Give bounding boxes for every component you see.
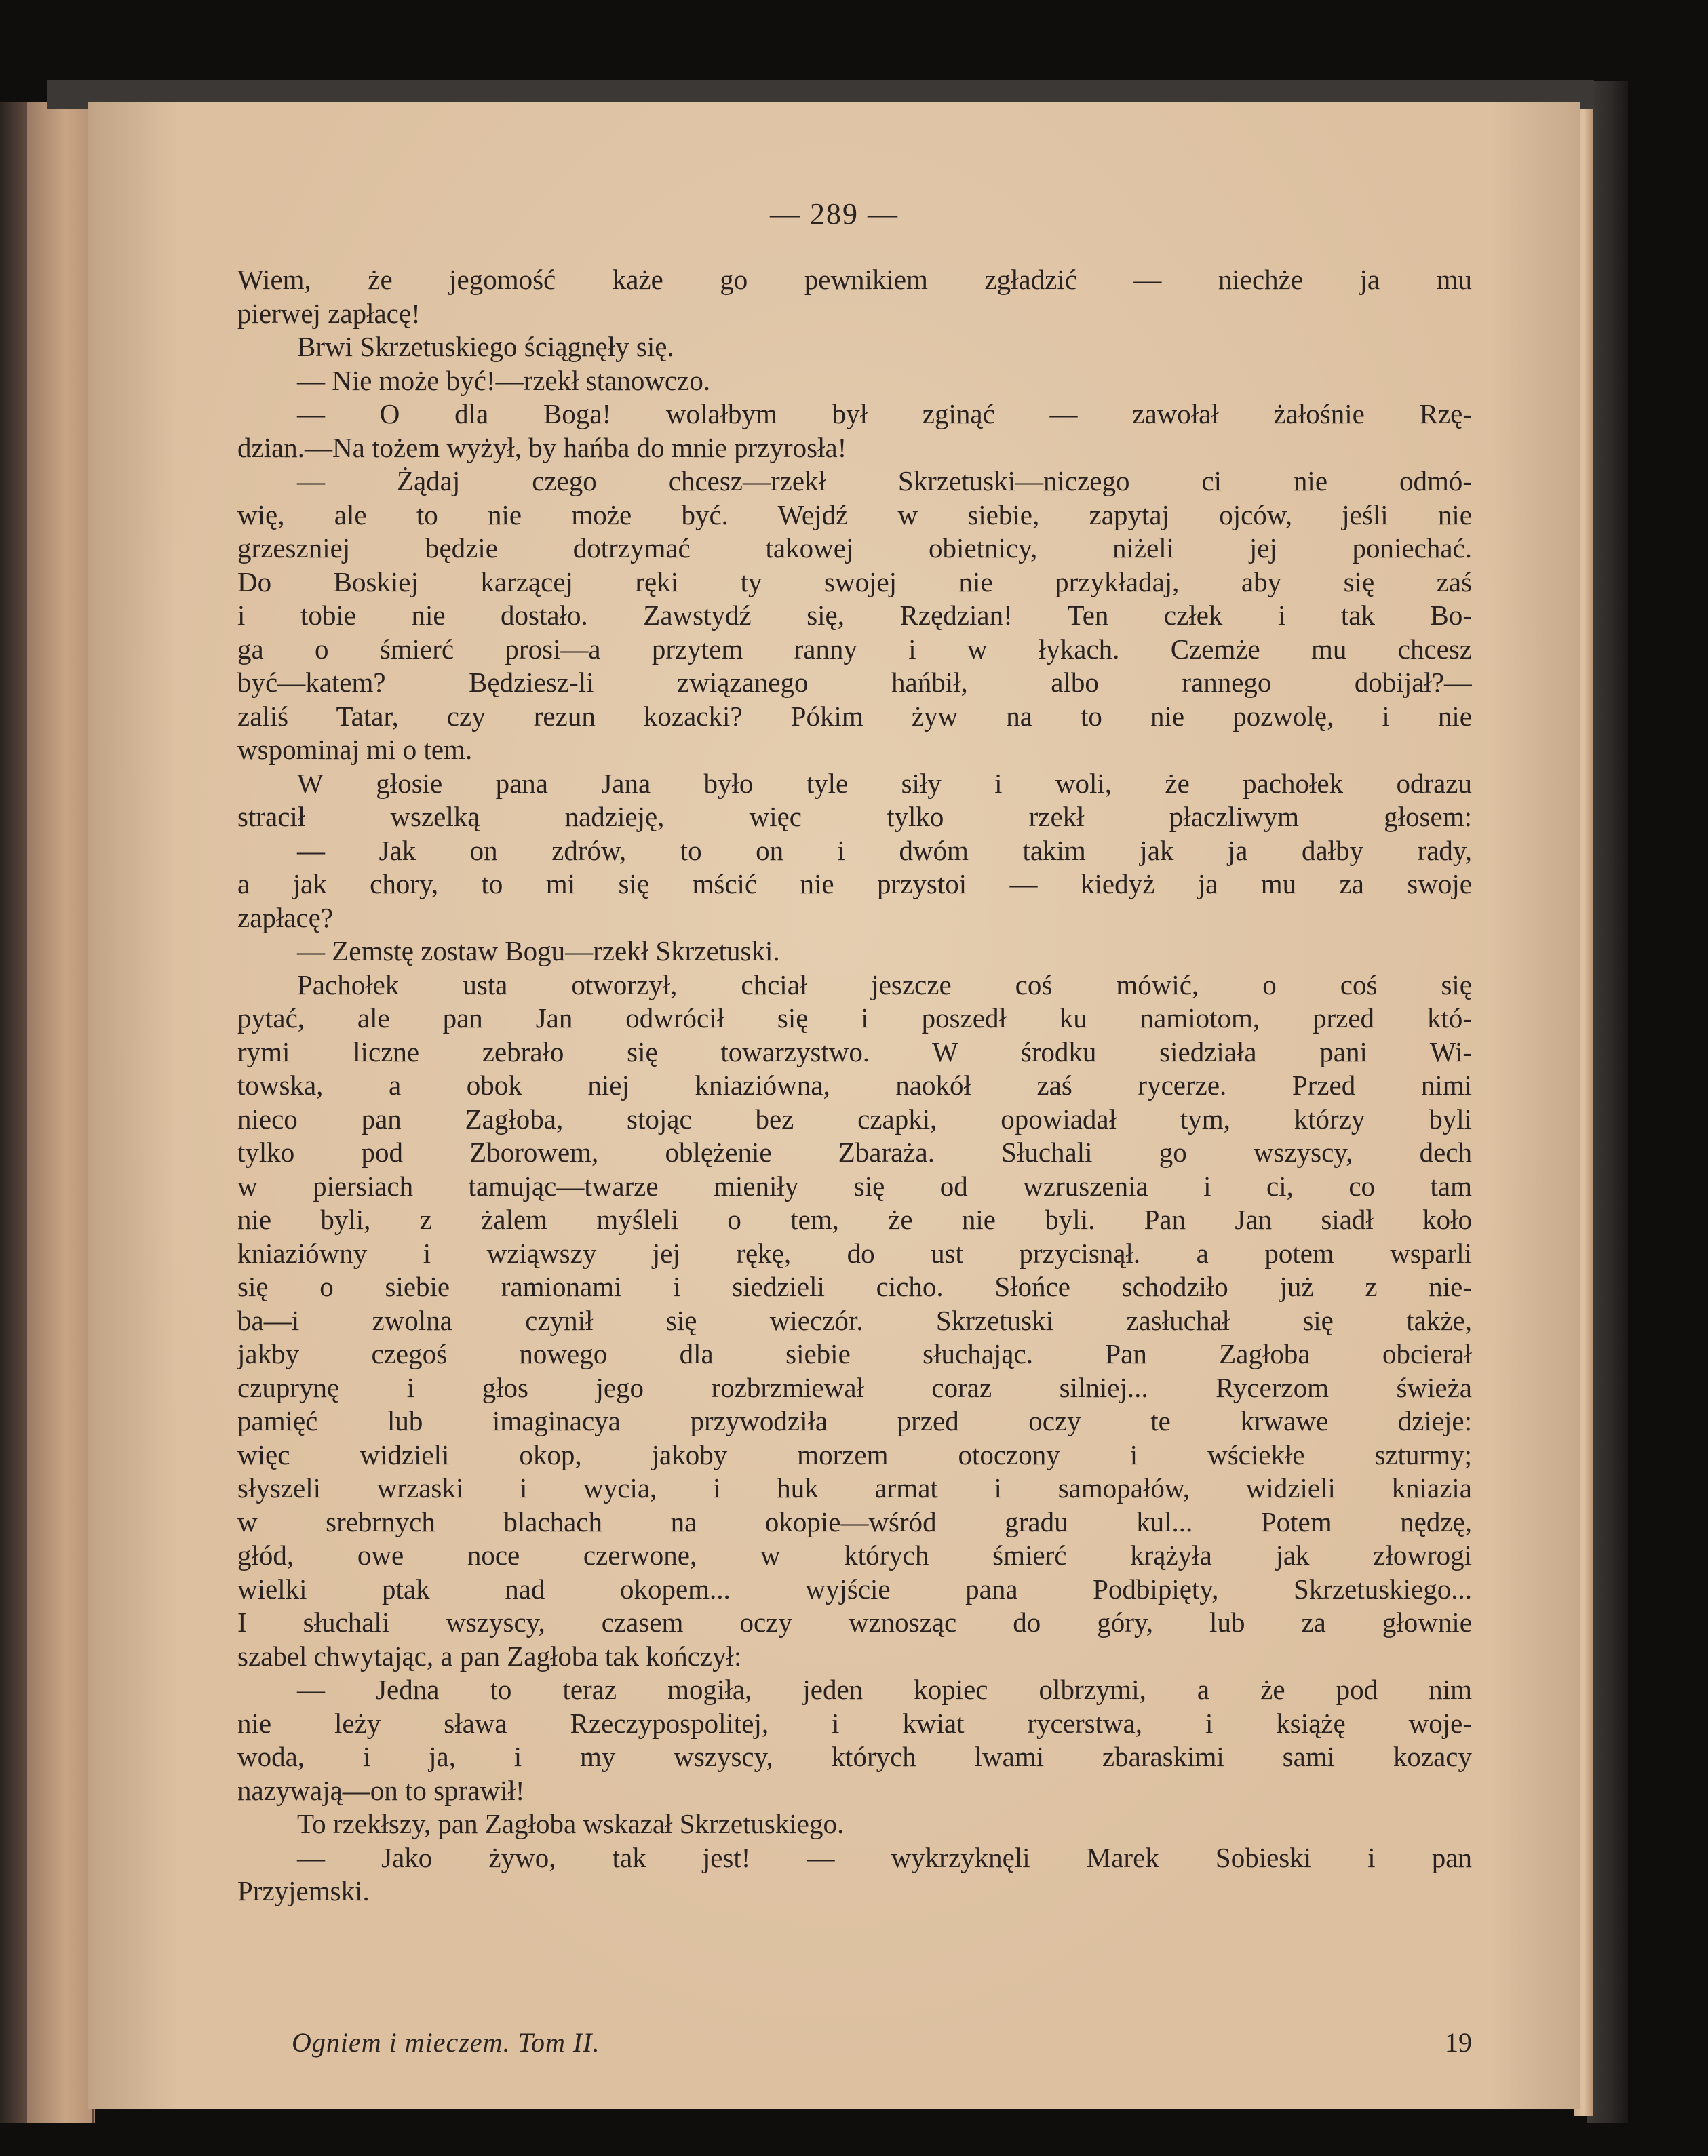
text-line: pamięć lub imaginacya przywodziła przed oczy te krwawe dzieje:: [237, 1405, 1472, 1436]
text-line: To rzekłszy, pan Zagłoba wskazał Skrzetuskiego.: [297, 1808, 845, 1839]
text-line: słyszeli wrzaski i wycia, i huk armat i samopałów, widzieli kniazia: [237, 1472, 1472, 1504]
text-line: — Jak on zdrów, to on i dwóm takim jak ja dałby rady,: [297, 834, 1472, 866]
text-line: w srebrnych blachach na okopie—wśród gradu kul... Potem nędzę,: [237, 1506, 1472, 1537]
book-page: [88, 102, 1580, 2109]
text-line: Brwi Skrzetuskiego ściągnęły się.: [297, 331, 674, 362]
text-line: tylko pod Zborowem, oblężenie Zbaraża. Słuchali go wszyscy, dech: [237, 1137, 1472, 1168]
text-line: w piersiach tamując—twarze mieniły się od wzruszenia i ci, co tam: [237, 1170, 1472, 1202]
text-line: głód, owe noce czerwone, w których śmierć krążyła jak złowrogi: [237, 1540, 1472, 1571]
text-line: nie leży sława Rzeczypospolitej, i kwiat rycerstwa, i książę woje-: [237, 1707, 1472, 1739]
text-line: ba—i zwolna czynił się wieczór. Skrzetuski zasłuchał się także,: [237, 1304, 1472, 1336]
text-line: a jak chory, to mi się mścić nie przystoi — kiedyż ja mu za swoje: [237, 868, 1472, 899]
text-line: ga o śmierć prosi—a przytem ranny i w łykach. Czemże mu chcesz: [237, 633, 1472, 665]
text-line: grzeszniej będzie dotrzymać takowej obietnicy, niżeli jej poniechać.: [237, 532, 1472, 564]
text-line: — Nie może być!—rzekł stanowczo.: [297, 364, 711, 396]
text-line: czuprynę i głos jego rozbrzmiewał coraz silniej... Rycerzom świeża: [237, 1371, 1472, 1403]
text-line: Przyjemski.: [237, 1875, 370, 1906]
text-line: — Jedna to teraz mogiła, jeden kopiec olbrzymi, a że pod nim: [297, 1674, 1472, 1705]
text-line: — O dla Boga! wolałbym był zginąć — zawołał żałośnie Rzę-: [297, 398, 1472, 429]
text-line: wielki ptak nad okopem... wyjście pana Podbipięty, Skrzetuskiego...: [237, 1573, 1472, 1605]
text-line: być—katem? Będziesz-li związanego hańbił, albo rannego dobijał?—: [237, 667, 1472, 698]
text-line: Do Boskiej karzącej ręki ty swojej nie przykładaj, aby się zaś: [237, 566, 1472, 597]
text-line: nie byli, z żalem myśleli o tem, że nie byli. Pan Jan siadł koło: [237, 1204, 1472, 1235]
page-number: — 289 —: [770, 197, 899, 231]
text-line: wspominaj mi o tem.: [237, 734, 473, 765]
text-line: towska, a obok niej kniaziówna, naokół zaś rycerze. Przed nimi: [237, 1070, 1472, 1101]
text-line: woda, i ja, i my wszyscy, których lwami zbaraskimi sami kozacy: [237, 1741, 1472, 1772]
text-line: Pachołek usta otworzył, chciał jeszcze coś mówić, o coś się: [297, 968, 1472, 1000]
text-line: zapłacę?: [237, 901, 334, 933]
footer-signature: 19: [1445, 2027, 1472, 2058]
text-line: rymi liczne zebrało się towarzystwo. W środku siedziała pani Wi-: [237, 1036, 1472, 1067]
text-line: dzian.—Na tożem wyżył, by hańba do mnie przyrosła!: [237, 431, 847, 463]
text-line: jakby czegoś nowego dla siebie słuchając. Pan Zagłoba obcierał: [237, 1338, 1472, 1369]
text-line: I słuchali wszyscy, czasem oczy wznosząc do góry, lub za głownie: [237, 1607, 1472, 1638]
text-line: wię, ale to nie może być. Wejdź w siebie, zapytaj ojców, jeśli nie: [237, 498, 1472, 530]
text-line: szabel chwytając, a pan Zagłoba tak kończył:: [237, 1640, 742, 1672]
text-line: zaliś Tatar, czy rezun kozacki? Pókim żyw na to nie pozwolę, i nie: [237, 700, 1472, 732]
text-line: W głosie pana Jana było tyle siły i woli, że pachołek odrazu: [297, 767, 1472, 799]
footer-title: Ogniem i mieczem. Tom II.: [292, 2027, 600, 2058]
page-footer: [292, 2026, 1472, 2062]
text-line: — Zemstę zostaw Bogu—rzekł Skrzetuski.: [297, 935, 780, 966]
text-line: kniaziówny i wziąwszy jej rękę, do ust przycisnął. a potem wsparli: [237, 1237, 1472, 1269]
text-line: pytać, ale pan Jan odwrócił się i poszedł ku namiotom, przed któ-: [237, 1002, 1472, 1034]
text-line: stracił wszelką nadzieję, więc tylko rzekł płaczliwym głosem:: [237, 801, 1472, 832]
text-line: nazywają—on to sprawił!: [237, 1774, 525, 1806]
text-line: więc widzieli okop, jakoby morzem otoczony i wściekłe szturmy;: [237, 1438, 1472, 1470]
right-book-cover: [1587, 81, 1628, 2123]
text-line: — Jako żywo, tak jest! — wykrzyknęli Marek Sobieski i pan: [297, 1841, 1472, 1873]
text-line: nieco pan Zagłoba, stojąc bez czapki, opowiadał tym, którzy byli: [237, 1103, 1472, 1135]
text-line: Wiem, że jegomość każe go pewnikiem zgładzić — niechże ja mu: [237, 264, 1472, 295]
text-line: pierwej zapłacę!: [237, 297, 421, 329]
body-text: [237, 263, 1472, 1908]
text-line: się o siebie ramionami i siedzieli cicho. Słońce schodziło już z nie-: [237, 1271, 1472, 1302]
text-line: — Żądaj czego chcesz—rzekł Skrzetuski—niczego ci nie odmó-: [297, 465, 1472, 496]
text-line: i tobie nie dostało. Zawstydź się, Rzędzian! Ten człek i tak Bo-: [237, 600, 1472, 631]
left-page-edge: [27, 102, 94, 2123]
